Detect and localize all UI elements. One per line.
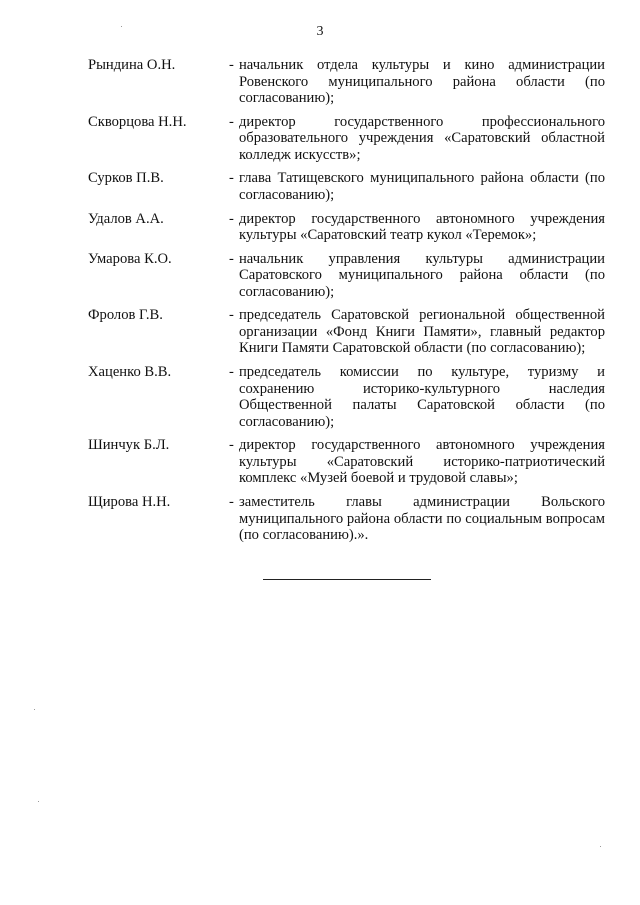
closing-divider [263,579,431,580]
member-role [229,364,605,430]
member-role-text: председатель Саратовской региональной общественной организации «Фонд Книги Памяти», главный редактор Книги Памяти Саратовской области (по согласованию); [239,307,605,357]
member-role [229,57,605,107]
member-name: Сурков П.В. [88,170,164,187]
member-name: Фролов Г.В. [88,307,163,324]
member-role-text: глава Татищевского муниципального района области (по согласованию); [239,170,605,203]
member-role-text: председатель комиссии по культуре, туризму и сохранению историко-культурного наследия Общественной палаты Саратовской области (по согласованию); [239,364,605,430]
member-role [229,437,605,487]
member-role [229,494,605,544]
member-role-text: директор государственного автономного учреждения культуры «Саратовский театр кукол «Теремок»; [239,210,605,244]
list-item [88,251,605,301]
member-name: Рындина О.Н. [88,57,176,73]
member-role [229,307,605,357]
list-item [88,364,605,430]
dash-marker: - [229,210,234,227]
list-item [88,57,605,107]
member-role-text: начальник отдела культуры и кино администрации Ровенского муниципального района области (по согласованию); [239,57,605,106]
dash-marker: - [229,494,234,510]
list-item [88,170,605,203]
member-role [229,114,605,164]
list-item [88,307,605,357]
page-number: 3 [316,24,324,39]
dash-marker: - [229,250,234,267]
dash-marker: - [229,307,234,324]
scan-speck [34,709,35,710]
member-name: Умарова К.О. [88,250,172,267]
list-item [88,114,605,164]
member-role [229,211,605,244]
list-item [88,437,605,487]
scan-speck [38,801,39,802]
member-role-text: начальник управления культуры администрации Саратовского муниципального района области (по согласованию); [239,250,605,300]
scan-speck [600,846,601,847]
list-item [88,211,605,244]
dash-marker: - [229,170,234,187]
member-role [229,251,605,301]
member-role-text: директор государственного автономного учреждения культуры «Саратовский историко-патриотический комплекс «Музей боевой и трудовой славы»; [239,437,605,487]
member-name: Скворцова Н.Н. [88,113,187,130]
member-role-text: директор государственного профессионального образовательного учреждения «Саратовский областной колледж искусств»; [239,113,605,163]
member-name: Удалов А.А. [88,210,164,227]
dash-marker: - [229,437,234,454]
member-name: Шинчук Б.Л. [88,437,170,454]
member-name: Щирова Н.Н. [88,494,171,510]
member-role [229,170,605,203]
member-name: Хаценко В.В. [88,364,172,381]
scan-speck [121,26,122,27]
member-list [88,57,605,551]
dash-marker: - [229,364,234,381]
dash-marker: - [229,113,234,130]
list-item [88,494,605,544]
member-role-text: заместитель главы администрации Вольского муниципального района области по социальным вопросам (по согласованию).». [239,494,605,543]
dash-marker: - [229,57,234,73]
